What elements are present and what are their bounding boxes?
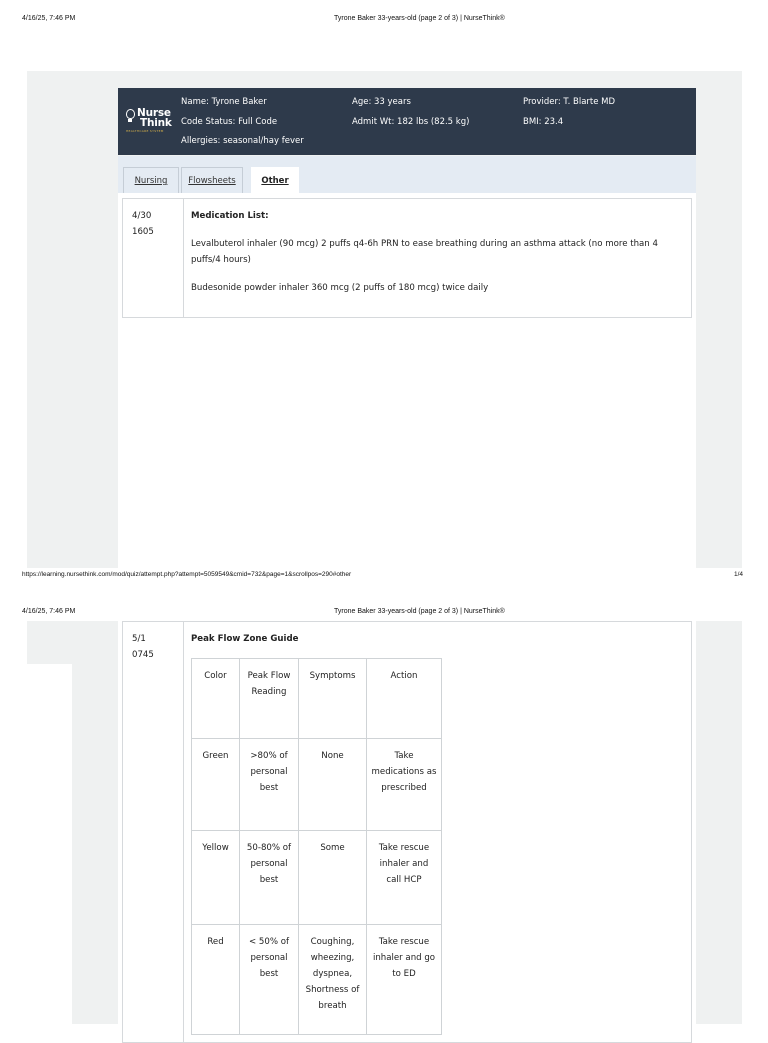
table-header-row bbox=[192, 659, 442, 739]
patient-header bbox=[118, 88, 696, 155]
entry-date-column bbox=[123, 199, 184, 317]
entry-title: Medication List: bbox=[191, 211, 269, 221]
cell-peak-flow: 50-80% of personal best bbox=[240, 831, 299, 925]
header-cell-action: Action bbox=[367, 659, 442, 739]
print-datetime-page2: 4/16/25, 7:46 PM bbox=[22, 608, 76, 615]
entry-date: 4/30 bbox=[132, 211, 152, 221]
cell-symptoms: None bbox=[299, 739, 367, 831]
medication-levalbuterol: Levalbuterol inhaler (90 mcg) 2 puffs q4-6h PRN to ease breathing during an asthma attack (no more than 4 puffs/4 hours) bbox=[191, 239, 658, 265]
header-cell-peak-flow: Peak Flow Reading bbox=[240, 659, 299, 739]
entry-date: 5/1 bbox=[132, 634, 146, 644]
print-page-number: 1/4 bbox=[734, 571, 744, 578]
print-datetime: 4/16/25, 7:46 PM bbox=[22, 15, 76, 22]
patient-allergies: Allergies: seasonal/hay fever bbox=[181, 136, 304, 146]
patient-bmi: BMI: 23.4 bbox=[523, 117, 564, 127]
lightbulb-icon bbox=[126, 109, 135, 119]
entry-time: 0745 bbox=[132, 650, 154, 660]
cell-symptoms: Some bbox=[299, 831, 367, 925]
peak-flow-zone-table bbox=[191, 658, 442, 1035]
cell-action: Take medications as prescribed bbox=[367, 739, 442, 831]
print-document-title-page2: Tyrone Baker 33-years-old (page 2 of 3) | NurseThink® bbox=[334, 608, 505, 615]
print-document-title: Tyrone Baker 33-years-old (page 2 of 3) | NurseThink® bbox=[334, 15, 505, 22]
entry-date-column bbox=[123, 622, 184, 1042]
patient-provider: Provider: T. Blarte MD bbox=[523, 97, 616, 107]
header-cell-color: Color bbox=[192, 659, 240, 739]
tab-other[interactable]: Other bbox=[251, 167, 299, 193]
cell-zone-color: Green bbox=[192, 739, 240, 831]
patient-name: Name: Tyrone Baker bbox=[181, 97, 267, 107]
cell-action: Take rescue inhaler and go to ED bbox=[367, 925, 442, 1035]
page-background-top-left bbox=[27, 621, 72, 664]
entry-time: 1605 bbox=[132, 227, 154, 237]
tab-flowsheets[interactable]: Flowsheets bbox=[181, 167, 243, 193]
note-entry-medication-list bbox=[122, 198, 692, 318]
chart-tabs bbox=[118, 156, 696, 193]
table-row-red bbox=[192, 925, 442, 1035]
nursethink-logo bbox=[126, 107, 178, 137]
patient-age: Age: 33 years bbox=[352, 97, 411, 107]
print-url: https://learning.nursethink.com/mod/quiz/attempt.php?attempt=5059549&cmid=732&page=1&scrollpos=290#other bbox=[22, 571, 352, 578]
cell-symptoms: Coughing, wheezing, dyspnea, Shortness of breath bbox=[299, 925, 367, 1035]
table-row-green bbox=[192, 739, 442, 831]
logo-word-nurse: Nurse bbox=[137, 107, 171, 119]
page-background-right bbox=[696, 621, 742, 1024]
logo-tagline: HEALTHCARE SYSTEM bbox=[126, 129, 164, 133]
cell-peak-flow: >80% of personal best bbox=[240, 739, 299, 831]
cell-zone-color: Yellow bbox=[192, 831, 240, 925]
logo-word-think: Think bbox=[140, 117, 172, 129]
cell-zone-color: Red bbox=[192, 925, 240, 1035]
header-cell-symptoms: Symptoms bbox=[299, 659, 367, 739]
cell-peak-flow: < 50% of personal best bbox=[240, 925, 299, 1035]
entry-title: Peak Flow Zone Guide bbox=[191, 634, 299, 644]
medication-budesonide: Budesonide powder inhaler 360 mcg (2 puffs of 180 mcg) twice daily bbox=[191, 283, 489, 293]
tab-nursing[interactable]: Nursing bbox=[123, 167, 179, 193]
table-row-yellow bbox=[192, 831, 442, 925]
patient-admit-weight: Admit Wt: 182 lbs (82.5 kg) bbox=[352, 117, 470, 127]
page-background-left bbox=[72, 621, 118, 1024]
cell-action: Take rescue inhaler and call HCP bbox=[367, 831, 442, 925]
patient-code-status: Code Status: Full Code bbox=[181, 117, 278, 127]
